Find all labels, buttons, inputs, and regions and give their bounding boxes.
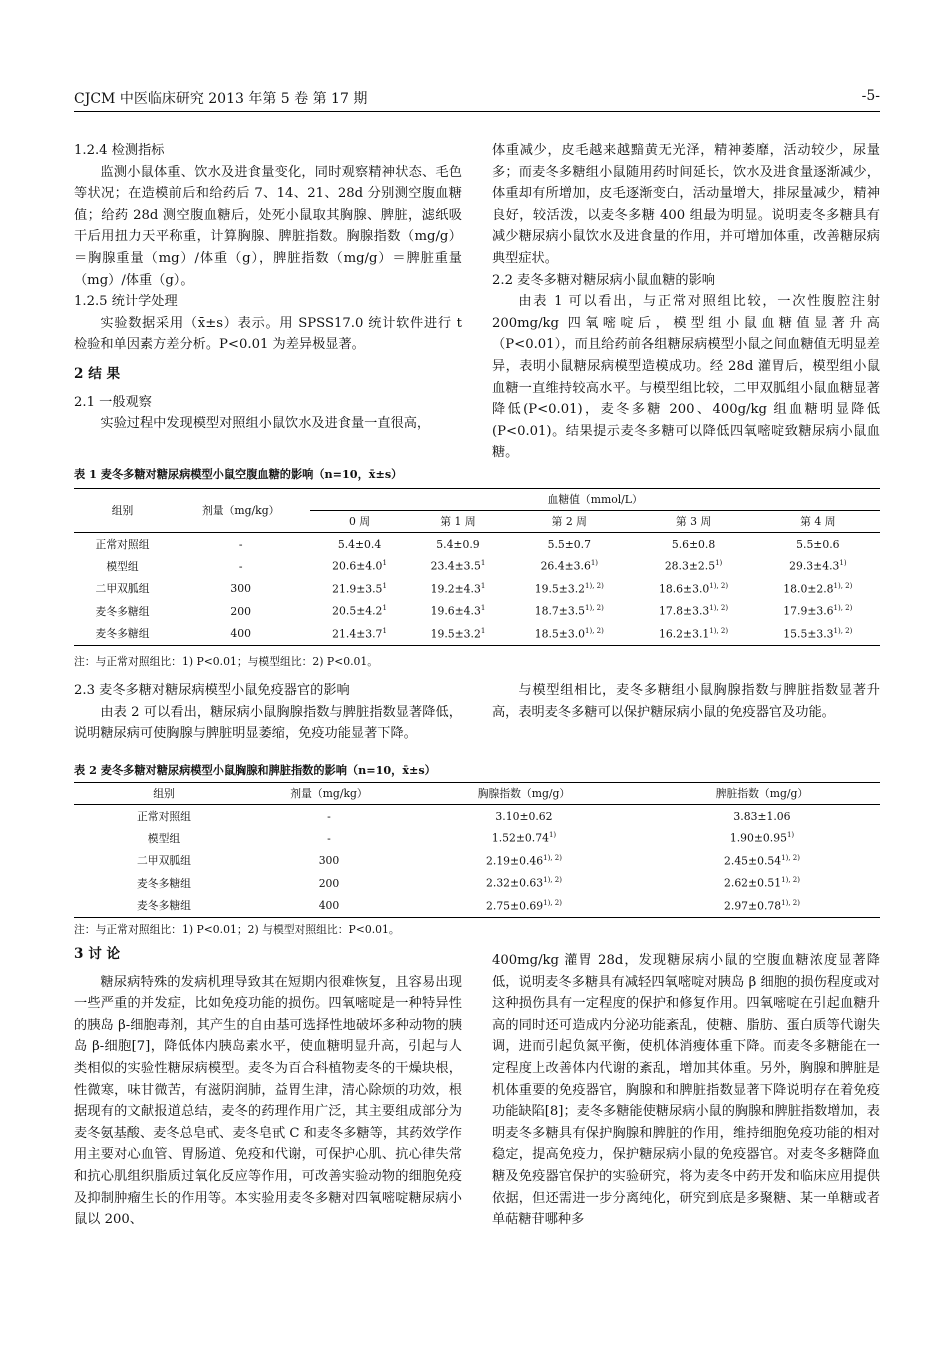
table1-row [74, 600, 880, 623]
table2-spleen-cell: $2.45\pm 0.54^{1), 2)}$ [724, 853, 800, 868]
table2-dose-cell: 200 [318, 876, 340, 890]
table1-header-glucose: 血糖值（mmol/L） [310, 489, 880, 511]
table1-week: 第 2 周 [551, 515, 587, 528]
table2-thymus-cell: 3.10±0.62 [495, 809, 553, 823]
table2-row [74, 805, 880, 828]
table2-spleen-cell: 3.83±1.06 [733, 809, 791, 823]
table2-thymus-cell: $2.19\pm 0.46^{1), 2)}$ [486, 853, 562, 868]
table1-value-cell: $17.8\pm 3.3^{1), 2)}$ [659, 604, 729, 619]
table1-dose-cell: - [238, 559, 243, 573]
table2-row [74, 850, 880, 873]
table2-thymus-cell: $1.52\pm 0.74^{1)}$ [491, 831, 557, 846]
table1-week: 第 4 周 [800, 515, 836, 528]
paragraph-observation: 实验过程中发现模型对照组小鼠饮水及进食量一直很高， [100, 416, 431, 432]
table1-value-cell: $19.5\pm 3.2^{1), 2)}$ [534, 581, 604, 596]
paragraph-indicators: 监测小鼠体重、饮水及进食量变化，同时观察精神状态、毛色等状况；在造模前后和给药后 7、14、21、28d 分别测空腹血糖值；给药 28d 测空腹血糖后，处死小鼠取其胸腺、脾脏，滤纸吸干后用扭力天平称重，计算胸腺、脾脏指数。胸腺指数（mg/g）＝胸腺重量（mg）/体重（g），脾脏指数（mg/g）＝脾脏重量（mg）/体重（g）。 [74, 164, 462, 288]
table1-value-cell: $29.3\pm 4.3^{1)}$ [789, 559, 847, 574]
table2-dose-cell: 300 [318, 854, 340, 868]
table1-value-cell: 5.5±0.7 [547, 537, 591, 551]
table2-thymus-cell: $2.32\pm 0.63^{1), 2)}$ [486, 876, 562, 891]
table1-note: 注：与正常对照组比：1) P<0.01；与模型组比：2) P<0.01。 [74, 655, 379, 668]
section-2-results: 2 结 果 [74, 365, 121, 382]
section-1-2-4: 1.2.4 检测指标 [74, 143, 165, 158]
table1-value-cell: $18.6\pm 3.0^{1), 2)}$ [659, 581, 729, 596]
table1-value-cell: $28.3\pm 2.5^{1)}$ [664, 559, 723, 574]
table1-value-cell: $18.5\pm 3.0^{1), 2)}$ [534, 626, 604, 641]
table2-spleen-cell: $2.97\pm 0.78^{1), 2)}$ [724, 898, 800, 913]
paragraph-discussion-left: 糖尿病特殊的发病机理导致其在短期内很难恢复，且容易出现一些严重的并发症，比如免疫功能的损伤。四氧嘧啶是一种特异性的胰岛 β-细胞毒剂，其产生的自由基可选择性地破坏多种动物的胰岛 β-细胞[7]，降低体内胰岛素水平，使血糖明显升高，引起与人类相似的实验性糖尿病模型。麦冬为百合科植物麦冬的干燥块根，性微寒，味甘微苦，有滋阴润肺，益胃生津，清心除烦的功效，根据现有的文献报道总结，麦冬的药理作用广泛，其主要组成部分为麦冬氨基酸、麦冬总皂甙、麦冬皂甙 C 和麦冬多糖等，其药效学作用主要对心血管、胃肠道、免疫和代谢，可保护心肌、抗心律失常和抗心肌组织脂质过氧化反应等作用，可改善实验动物的细胞免疫及抑制肿瘤生长的作用等。本实验用麦冬多糖对四氧嘧啶糖尿病小鼠以 200、 [74, 974, 462, 1228]
table2-row [74, 872, 880, 895]
table1-group-cell: 麦冬多糖组 [95, 627, 150, 640]
table1-dose-cell: 400 [230, 627, 251, 640]
table1-value-cell: 5.4±0.9 [436, 537, 480, 551]
table2-group-cell: 二甲双胍组 [137, 854, 191, 868]
section-2-1: 2.1 一般观察 [74, 394, 152, 410]
table1-value-cell: $19.2\pm 4.3^1$ [430, 581, 486, 596]
left-column-discussion [74, 944, 462, 1231]
table2-header-dose: 剂量（mg/kg） [290, 787, 368, 800]
table1-group-cell: 二甲双胍组 [95, 582, 150, 596]
table1-week: 第 3 周 [675, 515, 712, 528]
table1-value-cell: $26.4\pm 3.6^{1)}$ [540, 559, 599, 574]
table2-dose-cell: 400 [318, 899, 340, 912]
section-3-discussion: 3 讨 论 [74, 946, 121, 962]
paragraph-discussion-right: 400mg/kg 灌胃 28d，发现糖尿病小鼠的空腹血糖浓度显著降低，说明麦冬多糖具有减轻四氧嘧啶对胰岛 β 细胞的损伤程度或对这种损伤具有一定程度的保护和修复作用。四氧嘧啶在引起血糖升高的同时还可造成内分泌功能紊乱，使糖、脂肪、蛋白质等代谢失调，进而引起负氮平衡，使机体消瘦体重下降。而麦冬多糖能在一定程度上改善体内代谢的紊乱，增加其体重。另外，胸腺和脾脏是机体重要的免疫器官，胸腺和和脾脏指数显著下降说明存在着免疫功能缺陷[8]；麦冬多糖能使糖尿病小鼠的胸腺和脾脏指数增加，表明麦冬多糖具有保护胸腺和脾脏的作用，维持细胞免疫功能的相对稳定，提高免疫力，保护糖尿病小鼠的免疫器官。对麦冬多糖降血糖及免疫器官保护的实验研究，将为麦冬中药开发和临床应用提供依据，但还需进一步分离纯化，研究到底是多聚糖、某一单糖或者单萜糖苷哪种多 [492, 953, 880, 1228]
right-column-discussion [492, 950, 880, 1231]
right-column-mid [492, 680, 880, 723]
table2-group-cell: 麦冬多糖组 [137, 899, 191, 912]
journal-title: CJCM 中医临床研究 2013 年第 5 卷 第 17 期 [74, 91, 368, 107]
table1-value-cell: $20.5\pm 4.2^1$ [332, 604, 387, 619]
table1-group-cell: 模型组 [106, 559, 139, 573]
table1 [74, 488, 880, 646]
table1-dose-cell: 200 [230, 604, 251, 618]
table1-row [74, 623, 880, 646]
table1-dose-cell: - [238, 537, 243, 551]
table1-value-cell: $21.9\pm 3.5^1$ [332, 581, 387, 596]
table2-group-cell: 正常对照组 [137, 809, 191, 823]
section-2-2: 2.2 麦冬多糖对糖尿病小鼠血糖的影响 [492, 272, 715, 288]
table2-dose-cell: - [327, 831, 331, 845]
table2-thymus-cell: $2.75\pm 0.69^{1), 2)}$ [486, 898, 562, 913]
table1-value-cell: $23.4\pm 3.5^1$ [430, 559, 486, 574]
table1-value-cell: $19.6\pm 4.3^1$ [430, 604, 486, 619]
table1-week: 0 周 [348, 515, 371, 528]
table1-row [74, 555, 880, 578]
table1-value-cell: 5.5±0.6 [796, 537, 840, 551]
table2-spleen-cell: $1.90\pm 0.95^{1)}$ [729, 831, 795, 846]
table2-header-group: 组别 [153, 787, 175, 800]
table2-dose-cell: - [327, 809, 331, 823]
table1-row [74, 578, 880, 601]
table1-group-cell: 正常对照组 [95, 537, 150, 551]
table2 [74, 782, 880, 918]
table1-value-cell: $18.0\pm 2.8^{1), 2)}$ [783, 581, 853, 596]
left-column-mid [74, 680, 462, 745]
table1-row [74, 533, 880, 556]
page-header [74, 84, 880, 108]
table1-value-cell: $16.2\pm 3.1^{1), 2)}$ [659, 626, 729, 641]
table2-note: 注：与正常对照组比：1) P<0.01；2) 与模型对照组比：P<0.01。 [74, 923, 400, 936]
table2-header-thymus: 胸腺指数（mg/g） [477, 787, 571, 800]
paragraph-immune-left: 由表 2 可以看出，糖尿病小鼠胸腺指数与脾脏指数显著降低，说明糖尿病可使胸腺与脾脏明显萎缩，免疫功能显著下降。 [74, 704, 462, 742]
table2-row [74, 827, 880, 850]
left-column-upper [74, 140, 462, 435]
table1-value-cell: $19.5\pm 3.2^1$ [430, 626, 486, 641]
paragraph-statistics: 实验数据采用（x̄±s）表示。用 SPSS17.0 统计软件进行 t 检验和单因素方差分析。P<0.01 为差异极显著。 [74, 315, 462, 353]
paragraph-immune-right: 与模型组相比，麦冬多糖组小鼠胸腺指数与脾脏指数显著升高，表明麦冬多糖可以保护糖尿病小鼠的免疫器官及功能。 [492, 683, 880, 720]
table1-value-cell: $18.7\pm 3.5^{1), 2)}$ [534, 604, 604, 619]
table2-spleen-cell: $2.62\pm 0.51^{1), 2)}$ [724, 876, 800, 891]
header-rule [74, 111, 880, 112]
table1-caption: 表 1 麦冬多糖对糖尿病模型小鼠空腹血糖的影响（n=10，x̄±s） [74, 467, 403, 481]
table2-row [74, 895, 880, 918]
table1-value-cell: 5.6±0.8 [671, 537, 716, 551]
table1-header-group: 组别 [74, 489, 171, 533]
table1-week: 第 1 周 [440, 515, 476, 528]
table1-value-cell: $20.6\pm 4.0^1$ [332, 559, 387, 574]
table2-header-spleen: 脾脏指数（mg/g） [715, 787, 809, 800]
table1-value-cell: $15.5\pm 3.3^{1), 2)}$ [783, 626, 853, 641]
table1-value-cell: 5.4±0.4 [337, 537, 382, 551]
section-1-2-5: 1.2.5 统计学处理 [74, 294, 178, 310]
table1-dose-cell: 300 [230, 582, 251, 596]
table2-group-cell: 麦冬多糖组 [137, 876, 191, 890]
table1-header-dose: 剂量（mg/kg） [171, 489, 310, 533]
table2-group-cell: 模型组 [147, 831, 181, 845]
table1-group-cell: 麦冬多糖组 [95, 604, 150, 618]
table1-value-cell: $17.9\pm 3.6^{1), 2)}$ [783, 604, 853, 619]
table2-caption: 表 2 麦冬多糖对糖尿病模型小鼠胸腺和脾脏指数的影响（n=10，x̄±s） [74, 763, 436, 777]
paragraph-observation-cont: 体重减少，皮毛越来越黯黄无光泽，精神萎靡，活动较少，尿量多；而麦冬多糖组小鼠随用药时间延长，饮水及进食量逐渐减少，体重却有所增加，皮毛逐渐变白，活动量增大，排尿量减少，精神良好，较活泼，以麦冬多糖 400 组最为明显。说明麦冬多糖具有减少糖尿病小鼠饮水及进食量的作用，并可增加体重，改善糖尿病典型症状。 [492, 143, 880, 266]
page-number: -5- [861, 88, 880, 104]
section-2-3: 2.3 麦冬多糖对糖尿病模型小鼠免疫器官的影响 [74, 683, 350, 698]
right-column-upper [492, 140, 880, 464]
paragraph-glucose: 由表 1 可以看出，与正常对照组比较，一次性腹腔注射 200mg/kg 四氧嘧啶后，模型组小鼠血糖值显著升高（P<0.01），而且给药前各组糖尿病模型小鼠之间血糖值无明显差异，表明小鼠糖尿病模型造模成功。经 28d 灌胃后，模型组小鼠血糖一直维持较高水平。与模型组比较，二甲双胍组小鼠血糖显著降低(P<0.01)，麦冬多糖 200、400g/kg 组血糖明显降低(P<0.01)。结果提示麦冬多糖可以降低四氧嘧啶致糖尿病小鼠血糖。 [492, 294, 880, 461]
table1-value-cell: $21.4\pm 3.7^1$ [332, 626, 387, 641]
